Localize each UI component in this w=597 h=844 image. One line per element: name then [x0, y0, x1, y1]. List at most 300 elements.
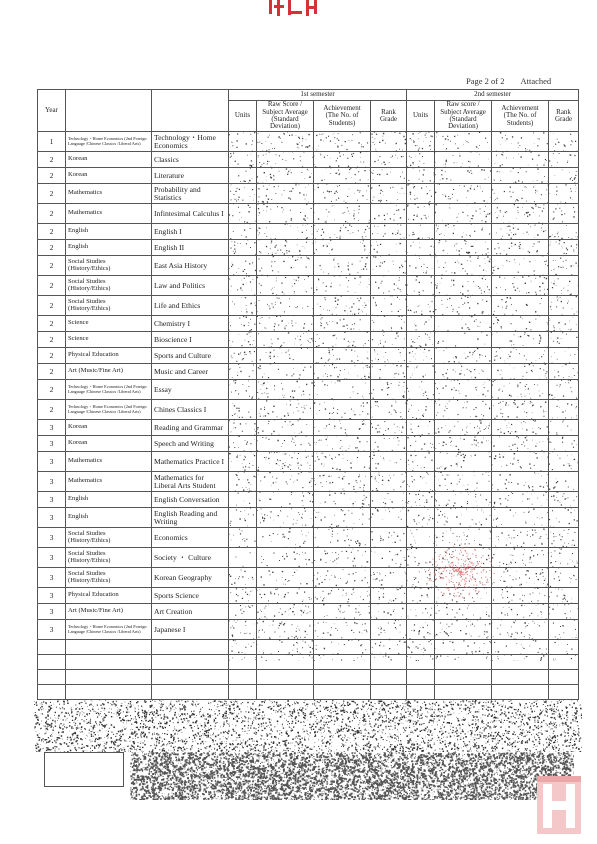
score-cell-redacted: [492, 604, 549, 620]
grades-body: [38, 132, 579, 700]
row-area: Mathematics: [66, 204, 152, 224]
score-cell-redacted: [314, 184, 371, 204]
score-cell-redacted: [549, 420, 579, 436]
row-area: Science: [66, 332, 152, 348]
row-year: 3: [38, 528, 66, 548]
row-subject: English Conversation: [152, 492, 229, 508]
row-area: Technology・Home Economics (2nd Foreign Language /Chinese Classics /Liberal Arts): [66, 400, 152, 420]
table-row: [38, 240, 579, 256]
col-achievement-2: Achievement (The No. of Students): [492, 101, 549, 132]
row-year: 2: [38, 184, 66, 204]
score-cell-redacted: [549, 620, 579, 640]
row-year: 2: [38, 152, 66, 168]
score-cell-redacted: [314, 152, 371, 168]
row-year: 3: [38, 588, 66, 604]
score-cell-redacted: [407, 472, 435, 492]
table-row: [38, 364, 579, 380]
score-cell-redacted: [407, 420, 435, 436]
score-cell-redacted: [435, 204, 492, 224]
score-cell-redacted: [549, 400, 579, 420]
score-cell-redacted: [435, 492, 492, 508]
table-row: [38, 492, 579, 508]
corner-logo: [537, 776, 581, 834]
table-row: [38, 224, 579, 240]
blank-row: [38, 655, 579, 670]
score-cell-redacted: [314, 452, 371, 472]
table-row: [38, 348, 579, 364]
score-cell-redacted: [314, 588, 371, 604]
score-cell-redacted: [229, 400, 257, 420]
row-subject: Sports and Culture: [152, 348, 229, 364]
score-cell-redacted: [229, 132, 257, 152]
score-cell-redacted: [229, 240, 257, 256]
blank-cell: [549, 685, 579, 700]
score-cell-redacted: [549, 472, 579, 492]
row-subject: Literature: [152, 168, 229, 184]
score-cell-redacted: [407, 492, 435, 508]
score-cell-redacted: [549, 528, 579, 548]
score-cell-redacted: [229, 548, 257, 568]
blank-row: [38, 670, 579, 685]
score-cell-redacted: [229, 588, 257, 604]
row-subject: Sports Science: [152, 588, 229, 604]
score-cell-redacted: [407, 364, 435, 380]
score-cell-redacted: [371, 568, 407, 588]
redacted-text-band: [34, 700, 582, 752]
score-cell-redacted: [229, 620, 257, 640]
blank-cell: [407, 640, 435, 655]
row-subject: Technology・Home Economics: [152, 132, 229, 152]
table-row: [38, 296, 579, 316]
row-area: English: [66, 224, 152, 240]
grades-table: [37, 89, 579, 700]
score-cell-redacted: [492, 168, 549, 184]
score-cell-redacted: [407, 240, 435, 256]
row-year: 3: [38, 492, 66, 508]
row-year: 3: [38, 604, 66, 620]
score-cell-redacted: [314, 168, 371, 184]
row-year: 2: [38, 332, 66, 348]
score-cell-redacted: [314, 528, 371, 548]
score-cell-redacted: [257, 588, 314, 604]
table-row: [38, 132, 579, 152]
score-cell-redacted: [492, 472, 549, 492]
score-cell-redacted: [549, 332, 579, 348]
row-area: English: [66, 508, 152, 528]
score-cell-redacted: [229, 256, 257, 276]
score-cell-redacted: [435, 332, 492, 348]
blank-cell: [257, 670, 314, 685]
score-cell-redacted: [314, 436, 371, 452]
score-cell-redacted: [492, 132, 549, 152]
score-cell-redacted: [407, 400, 435, 420]
score-cell-redacted: [314, 548, 371, 568]
blank-cell: [66, 670, 152, 685]
score-cell-redacted: [229, 316, 257, 332]
table-row: [38, 256, 579, 276]
score-cell-redacted: [435, 548, 492, 568]
score-cell-redacted: [257, 452, 314, 472]
row-area: Physical Education: [66, 588, 152, 604]
row-area: Social Studies (History/Ethics): [66, 548, 152, 568]
score-cell-redacted: [229, 420, 257, 436]
score-cell-redacted: [371, 492, 407, 508]
score-cell-redacted: [371, 400, 407, 420]
blank-cell: [229, 655, 257, 670]
row-year: 2: [38, 240, 66, 256]
redacted-signature-block: [130, 752, 574, 800]
col-units-2: Units: [407, 101, 435, 132]
blank-row: [38, 685, 579, 700]
score-cell-redacted: [371, 152, 407, 168]
score-cell-redacted: [549, 296, 579, 316]
row-year: 2: [38, 224, 66, 240]
row-subject: East Asia History: [152, 256, 229, 276]
score-cell-redacted: [314, 472, 371, 492]
score-cell-redacted: [492, 548, 549, 568]
score-cell-redacted: [435, 224, 492, 240]
col-units-1: Units: [229, 101, 257, 132]
score-cell-redacted: [492, 224, 549, 240]
row-area: Korean: [66, 436, 152, 452]
blank-cell: [314, 670, 371, 685]
score-cell-redacted: [407, 548, 435, 568]
score-cell-redacted: [257, 316, 314, 332]
score-cell-redacted: [257, 620, 314, 640]
score-cell-redacted: [435, 316, 492, 332]
score-cell-redacted: [435, 152, 492, 168]
score-cell-redacted: [407, 620, 435, 640]
score-cell-redacted: [257, 508, 314, 528]
score-cell-redacted: [492, 620, 549, 640]
blank-cell: [38, 670, 66, 685]
score-cell-redacted: [492, 568, 549, 588]
row-subject: Reading and Grammar: [152, 420, 229, 436]
blank-cell: [371, 640, 407, 655]
table-row: [38, 168, 579, 184]
blank-cell: [229, 640, 257, 655]
blank-cell: [257, 685, 314, 700]
row-year: 2: [38, 364, 66, 380]
score-cell-redacted: [371, 296, 407, 316]
row-year: 3: [38, 568, 66, 588]
page-note: [466, 76, 567, 86]
score-cell-redacted: [549, 508, 579, 528]
blank-cell: [371, 685, 407, 700]
score-cell-redacted: [435, 168, 492, 184]
score-cell-redacted: [492, 400, 549, 420]
score-cell-redacted: [492, 436, 549, 452]
row-year: 2: [38, 316, 66, 332]
score-cell-redacted: [371, 508, 407, 528]
score-cell-redacted: [314, 256, 371, 276]
score-cell-redacted: [435, 276, 492, 296]
score-cell-redacted: [435, 348, 492, 364]
score-cell-redacted: [549, 588, 579, 604]
row-subject: Speech and Writing: [152, 436, 229, 452]
score-cell-redacted: [549, 240, 579, 256]
table-row: [38, 452, 579, 472]
score-cell-redacted: [257, 296, 314, 316]
score-cell-redacted: [407, 152, 435, 168]
score-cell-redacted: [435, 400, 492, 420]
score-cell-redacted: [549, 364, 579, 380]
blank-cell: [435, 640, 492, 655]
score-cell-redacted: [371, 436, 407, 452]
blank-row: [38, 640, 579, 655]
col-rank-2: Rank Grade: [549, 101, 579, 132]
row-area: English: [66, 492, 152, 508]
score-cell-redacted: [257, 332, 314, 348]
row-year: 3: [38, 436, 66, 452]
score-cell-redacted: [257, 224, 314, 240]
score-cell-redacted: [435, 364, 492, 380]
score-cell-redacted: [229, 348, 257, 364]
score-cell-redacted: [549, 452, 579, 472]
row-subject: Music and Career: [152, 364, 229, 380]
score-cell-redacted: [435, 380, 492, 400]
score-cell-redacted: [257, 364, 314, 380]
blank-cell: [257, 655, 314, 670]
score-cell-redacted: [549, 380, 579, 400]
score-cell-redacted: [492, 296, 549, 316]
row-year: 3: [38, 620, 66, 640]
score-cell-redacted: [371, 420, 407, 436]
score-cell-redacted: [371, 452, 407, 472]
blank-cell: [38, 655, 66, 670]
score-cell-redacted: [407, 508, 435, 528]
score-cell-redacted: [257, 132, 314, 152]
blank-cell: [314, 655, 371, 670]
row-subject: Mathematics Practice I: [152, 452, 229, 472]
row-year: 3: [38, 452, 66, 472]
score-cell-redacted: [492, 276, 549, 296]
score-cell-redacted: [371, 224, 407, 240]
row-subject: Mathematics for Liberal Arts Student: [152, 472, 229, 492]
score-cell-redacted: [549, 168, 579, 184]
score-cell-redacted: [549, 152, 579, 168]
score-cell-redacted: [371, 240, 407, 256]
score-cell-redacted: [549, 604, 579, 620]
table-row: [38, 604, 579, 620]
row-area: Social Studies (History/Ethics): [66, 568, 152, 588]
row-area: Technology・Home Economics (2nd Foreign Language /Chinese Classics /Liberal Arts): [66, 132, 152, 152]
score-cell-redacted: [407, 256, 435, 276]
score-cell-redacted: [492, 332, 549, 348]
score-cell-redacted: [371, 620, 407, 640]
score-cell-redacted: [257, 168, 314, 184]
row-subject: Japanese I: [152, 620, 229, 640]
blank-cell: [549, 655, 579, 670]
score-cell-redacted: [549, 224, 579, 240]
score-cell-redacted: [435, 296, 492, 316]
score-cell-redacted: [257, 420, 314, 436]
row-area: Social Studies (History/Ethics): [66, 256, 152, 276]
col-raw-score-1: Raw Score / Subject Average (Standard Deviation): [257, 101, 314, 132]
score-cell-redacted: [492, 528, 549, 548]
row-area: Korean: [66, 420, 152, 436]
score-cell-redacted: [257, 568, 314, 588]
score-cell-redacted: [229, 492, 257, 508]
table-row: [38, 400, 579, 420]
row-subject: Society ・ Culture: [152, 548, 229, 568]
col-semester-1: 1st semester: [229, 90, 407, 101]
row-year: 3: [38, 548, 66, 568]
score-cell-redacted: [229, 508, 257, 528]
blank-cell: [435, 655, 492, 670]
score-cell-redacted: [492, 348, 549, 364]
score-cell-redacted: [229, 472, 257, 492]
col-rank-1: Rank Grade: [371, 101, 407, 132]
score-cell-redacted: [549, 256, 579, 276]
score-cell-redacted: [492, 452, 549, 472]
row-year: 2: [38, 168, 66, 184]
table-row: [38, 184, 579, 204]
score-cell-redacted: [229, 528, 257, 548]
score-cell-redacted: [371, 256, 407, 276]
score-cell-redacted: [371, 348, 407, 364]
score-cell-redacted: [229, 436, 257, 452]
score-cell-redacted: [371, 604, 407, 620]
row-area: Korean: [66, 168, 152, 184]
score-cell-redacted: [435, 528, 492, 548]
blank-cell: [66, 640, 152, 655]
score-cell-redacted: [229, 568, 257, 588]
score-cell-redacted: [435, 452, 492, 472]
score-cell-redacted: [435, 568, 492, 588]
row-area: Social Studies (History/Ethics): [66, 528, 152, 548]
col-achievement-1: Achievement (The No. of Students): [314, 101, 371, 132]
row-subject: English Reading and Writing: [152, 508, 229, 528]
score-cell-redacted: [549, 436, 579, 452]
score-cell-redacted: [229, 364, 257, 380]
blank-cell: [38, 640, 66, 655]
blank-cell: [66, 655, 152, 670]
row-year: 1: [38, 132, 66, 152]
score-cell-redacted: [492, 420, 549, 436]
score-cell-redacted: [407, 276, 435, 296]
row-subject: Life and Ethics: [152, 296, 229, 316]
score-cell-redacted: [257, 400, 314, 420]
score-cell-redacted: [549, 276, 579, 296]
score-cell-redacted: [229, 332, 257, 348]
score-cell-redacted: [314, 332, 371, 348]
score-cell-redacted: [229, 184, 257, 204]
score-cell-redacted: [371, 316, 407, 332]
score-cell-redacted: [229, 452, 257, 472]
row-area: Technology・Home Economics (2nd Foreign Language /Chinese Classics /Liberal Arts): [66, 380, 152, 400]
score-cell-redacted: [407, 604, 435, 620]
blank-cell: [435, 670, 492, 685]
score-cell-redacted: [492, 588, 549, 604]
blank-cell: [492, 670, 549, 685]
row-year: 3: [38, 420, 66, 436]
score-cell-redacted: [407, 380, 435, 400]
row-year: 3: [38, 472, 66, 492]
score-cell-redacted: [257, 492, 314, 508]
score-cell-redacted: [314, 364, 371, 380]
score-cell-redacted: [314, 276, 371, 296]
score-cell-redacted: [371, 588, 407, 604]
score-cell-redacted: [314, 380, 371, 400]
blank-cell: [229, 670, 257, 685]
score-cell-redacted: [435, 256, 492, 276]
score-cell-redacted: [371, 132, 407, 152]
score-cell-redacted: [229, 168, 257, 184]
table-row: [38, 548, 579, 568]
row-area: Korean: [66, 152, 152, 168]
top-stamp-fragment: [266, 0, 328, 18]
score-cell-redacted: [314, 508, 371, 528]
score-cell-redacted: [314, 348, 371, 364]
score-cell-redacted: [435, 420, 492, 436]
score-cell-redacted: [229, 380, 257, 400]
score-cell-redacted: [314, 420, 371, 436]
score-cell-redacted: [229, 604, 257, 620]
row-area: Art (Music/Fine Art): [66, 364, 152, 380]
page-number: Page 2 of 2: [466, 76, 505, 86]
col-subject-redacted: [152, 90, 229, 132]
table-row: [38, 152, 579, 168]
blank-cell: [407, 655, 435, 670]
score-cell-redacted: [492, 316, 549, 332]
score-cell-redacted: [407, 528, 435, 548]
score-cell-redacted: [407, 332, 435, 348]
score-cell-redacted: [257, 276, 314, 296]
row-year: 2: [38, 256, 66, 276]
row-year: 2: [38, 348, 66, 364]
score-cell-redacted: [492, 364, 549, 380]
row-area: Mathematics: [66, 184, 152, 204]
row-year: 2: [38, 276, 66, 296]
row-year: 3: [38, 508, 66, 528]
blank-cell: [229, 685, 257, 700]
table-row: [38, 568, 579, 588]
table-row: [38, 588, 579, 604]
score-cell-redacted: [229, 296, 257, 316]
score-cell-redacted: [407, 568, 435, 588]
row-area: Social Studies (History/Ethics): [66, 276, 152, 296]
score-cell-redacted: [435, 132, 492, 152]
blank-cell: [66, 685, 152, 700]
table-row: [38, 420, 579, 436]
attached-label: Attached: [520, 76, 552, 86]
score-cell-redacted: [549, 184, 579, 204]
blank-cell: [549, 640, 579, 655]
table-row: [38, 204, 579, 224]
score-cell-redacted: [492, 152, 549, 168]
score-cell-redacted: [407, 204, 435, 224]
score-cell-redacted: [407, 452, 435, 472]
blank-cell: [407, 670, 435, 685]
table-row: [38, 436, 579, 452]
score-cell-redacted: [314, 240, 371, 256]
blank-cell: [152, 670, 229, 685]
table-row: [38, 528, 579, 548]
blank-cell: [314, 685, 371, 700]
blank-cell: [407, 685, 435, 700]
stamp-box: [44, 752, 124, 787]
blank-cell: [38, 685, 66, 700]
score-cell-redacted: [435, 184, 492, 204]
score-cell-redacted: [492, 240, 549, 256]
score-cell-redacted: [492, 508, 549, 528]
score-cell-redacted: [229, 152, 257, 168]
blank-cell: [152, 640, 229, 655]
blank-cell: [492, 655, 549, 670]
score-cell-redacted: [492, 492, 549, 508]
row-area: Science: [66, 316, 152, 332]
